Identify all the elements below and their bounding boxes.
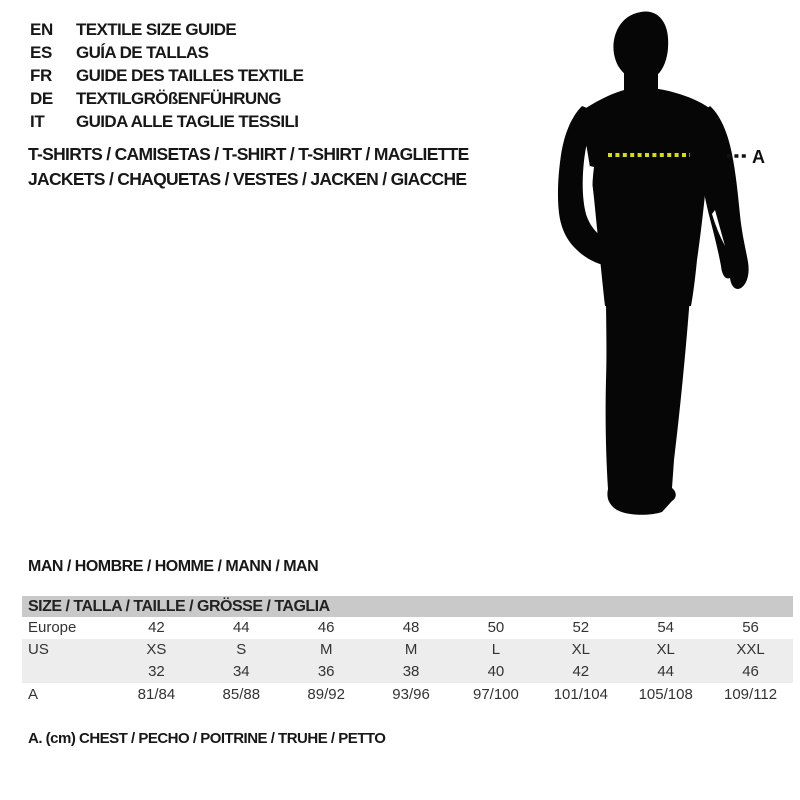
size-cell: 44: [232, 619, 250, 636]
size-cell: 56: [742, 619, 759, 636]
row-label: Europe: [28, 619, 77, 636]
silhouette-right-arm: [699, 106, 748, 289]
size-cell: 42: [572, 663, 590, 680]
language-row-es: [30, 41, 303, 64]
size-cell: L: [491, 641, 501, 658]
language-list: [30, 18, 303, 133]
language-label: GUÍA DE TALLAS: [76, 43, 209, 62]
language-code: EN: [30, 20, 53, 39]
table-row-europe: [22, 617, 793, 639]
size-cell: S: [236, 641, 247, 658]
table-row-us-numbers: [22, 661, 793, 683]
man-silhouette: [550, 0, 800, 560]
size-cell: 46: [317, 619, 335, 636]
size-cell: 89/92: [307, 686, 345, 703]
language-row-fr: [30, 64, 303, 87]
language-code: DE: [30, 89, 53, 108]
size-cell: 93/96: [392, 686, 430, 703]
size-table: [22, 596, 793, 707]
language-label: GUIDA ALLE TAGLIE TESSILI: [76, 112, 299, 131]
size-cell: XS: [146, 641, 167, 658]
size-cell: 46: [742, 663, 759, 680]
size-cell: 34: [232, 663, 250, 680]
size-cell: 42: [148, 619, 165, 636]
language-label: TEXTILE SIZE GUIDE: [76, 20, 237, 39]
table-row-chest-cm: [22, 683, 793, 707]
size-cell: XL: [656, 641, 675, 658]
size-cell: 40: [487, 663, 505, 680]
table-row-us-letters: [22, 639, 793, 661]
gender-heading: MAN / HOMBRE / HOMME / MANN / MAN: [28, 558, 319, 575]
size-cell: 101/104: [553, 686, 608, 703]
size-cell: 36: [317, 663, 335, 680]
size-cell: M: [319, 641, 333, 658]
language-code: FR: [30, 66, 52, 85]
language-code: ES: [30, 43, 52, 62]
garment-categories: [28, 142, 469, 192]
row-label-empty: [22, 661, 114, 683]
table-band-us: [22, 639, 793, 683]
size-cell: 97/100: [472, 686, 519, 703]
category-line-jackets: JACKETS / CHAQUETAS / VESTES / JACKEN / GIACCHE: [28, 169, 467, 189]
size-cell: 81/84: [137, 686, 176, 703]
size-cell: 44: [657, 663, 675, 680]
size-cell: 38: [402, 663, 420, 680]
language-label: GUIDE DES TAILLES TEXTILE: [76, 66, 304, 85]
size-cell: XL: [571, 641, 590, 658]
language-row-it: [30, 110, 303, 133]
size-cell: 48: [402, 619, 420, 636]
size-cell: 32: [148, 663, 165, 680]
size-cell: 105/108: [638, 686, 693, 703]
size-cell: 50: [487, 619, 505, 636]
size-cell: M: [404, 641, 418, 658]
language-row-de: [30, 87, 303, 110]
size-cell: 109/112: [724, 686, 778, 703]
silhouette-torso: [580, 87, 712, 306]
size-cell: 85/88: [222, 686, 261, 703]
language-code: IT: [30, 112, 45, 131]
size-cell: 52: [572, 619, 590, 636]
category-line-tshirts: T-SHIRTS / CAMISETAS / T-SHIRT / T-SHIRT / MAGLIETTE: [28, 144, 469, 164]
size-cell: 54: [657, 619, 675, 636]
silhouette-legs: [606, 296, 690, 515]
measurement-footnote: A. (cm) CHEST / PECHO / POITRINE / TRUHE / PETTO: [28, 730, 386, 747]
size-cell: XXL: [736, 641, 765, 658]
size-table-header: SIZE / TALLA / TAILLE / GRÖSSE / TAGLIA: [22, 596, 793, 617]
man-silhouette-figure: [550, 0, 800, 560]
language-label: TEXTILGRÖßENFÜHRUNG: [76, 89, 281, 108]
language-row-en: [30, 18, 303, 41]
measure-label-a: A: [752, 147, 765, 167]
row-label: A: [28, 686, 39, 703]
row-label: US: [28, 641, 49, 658]
